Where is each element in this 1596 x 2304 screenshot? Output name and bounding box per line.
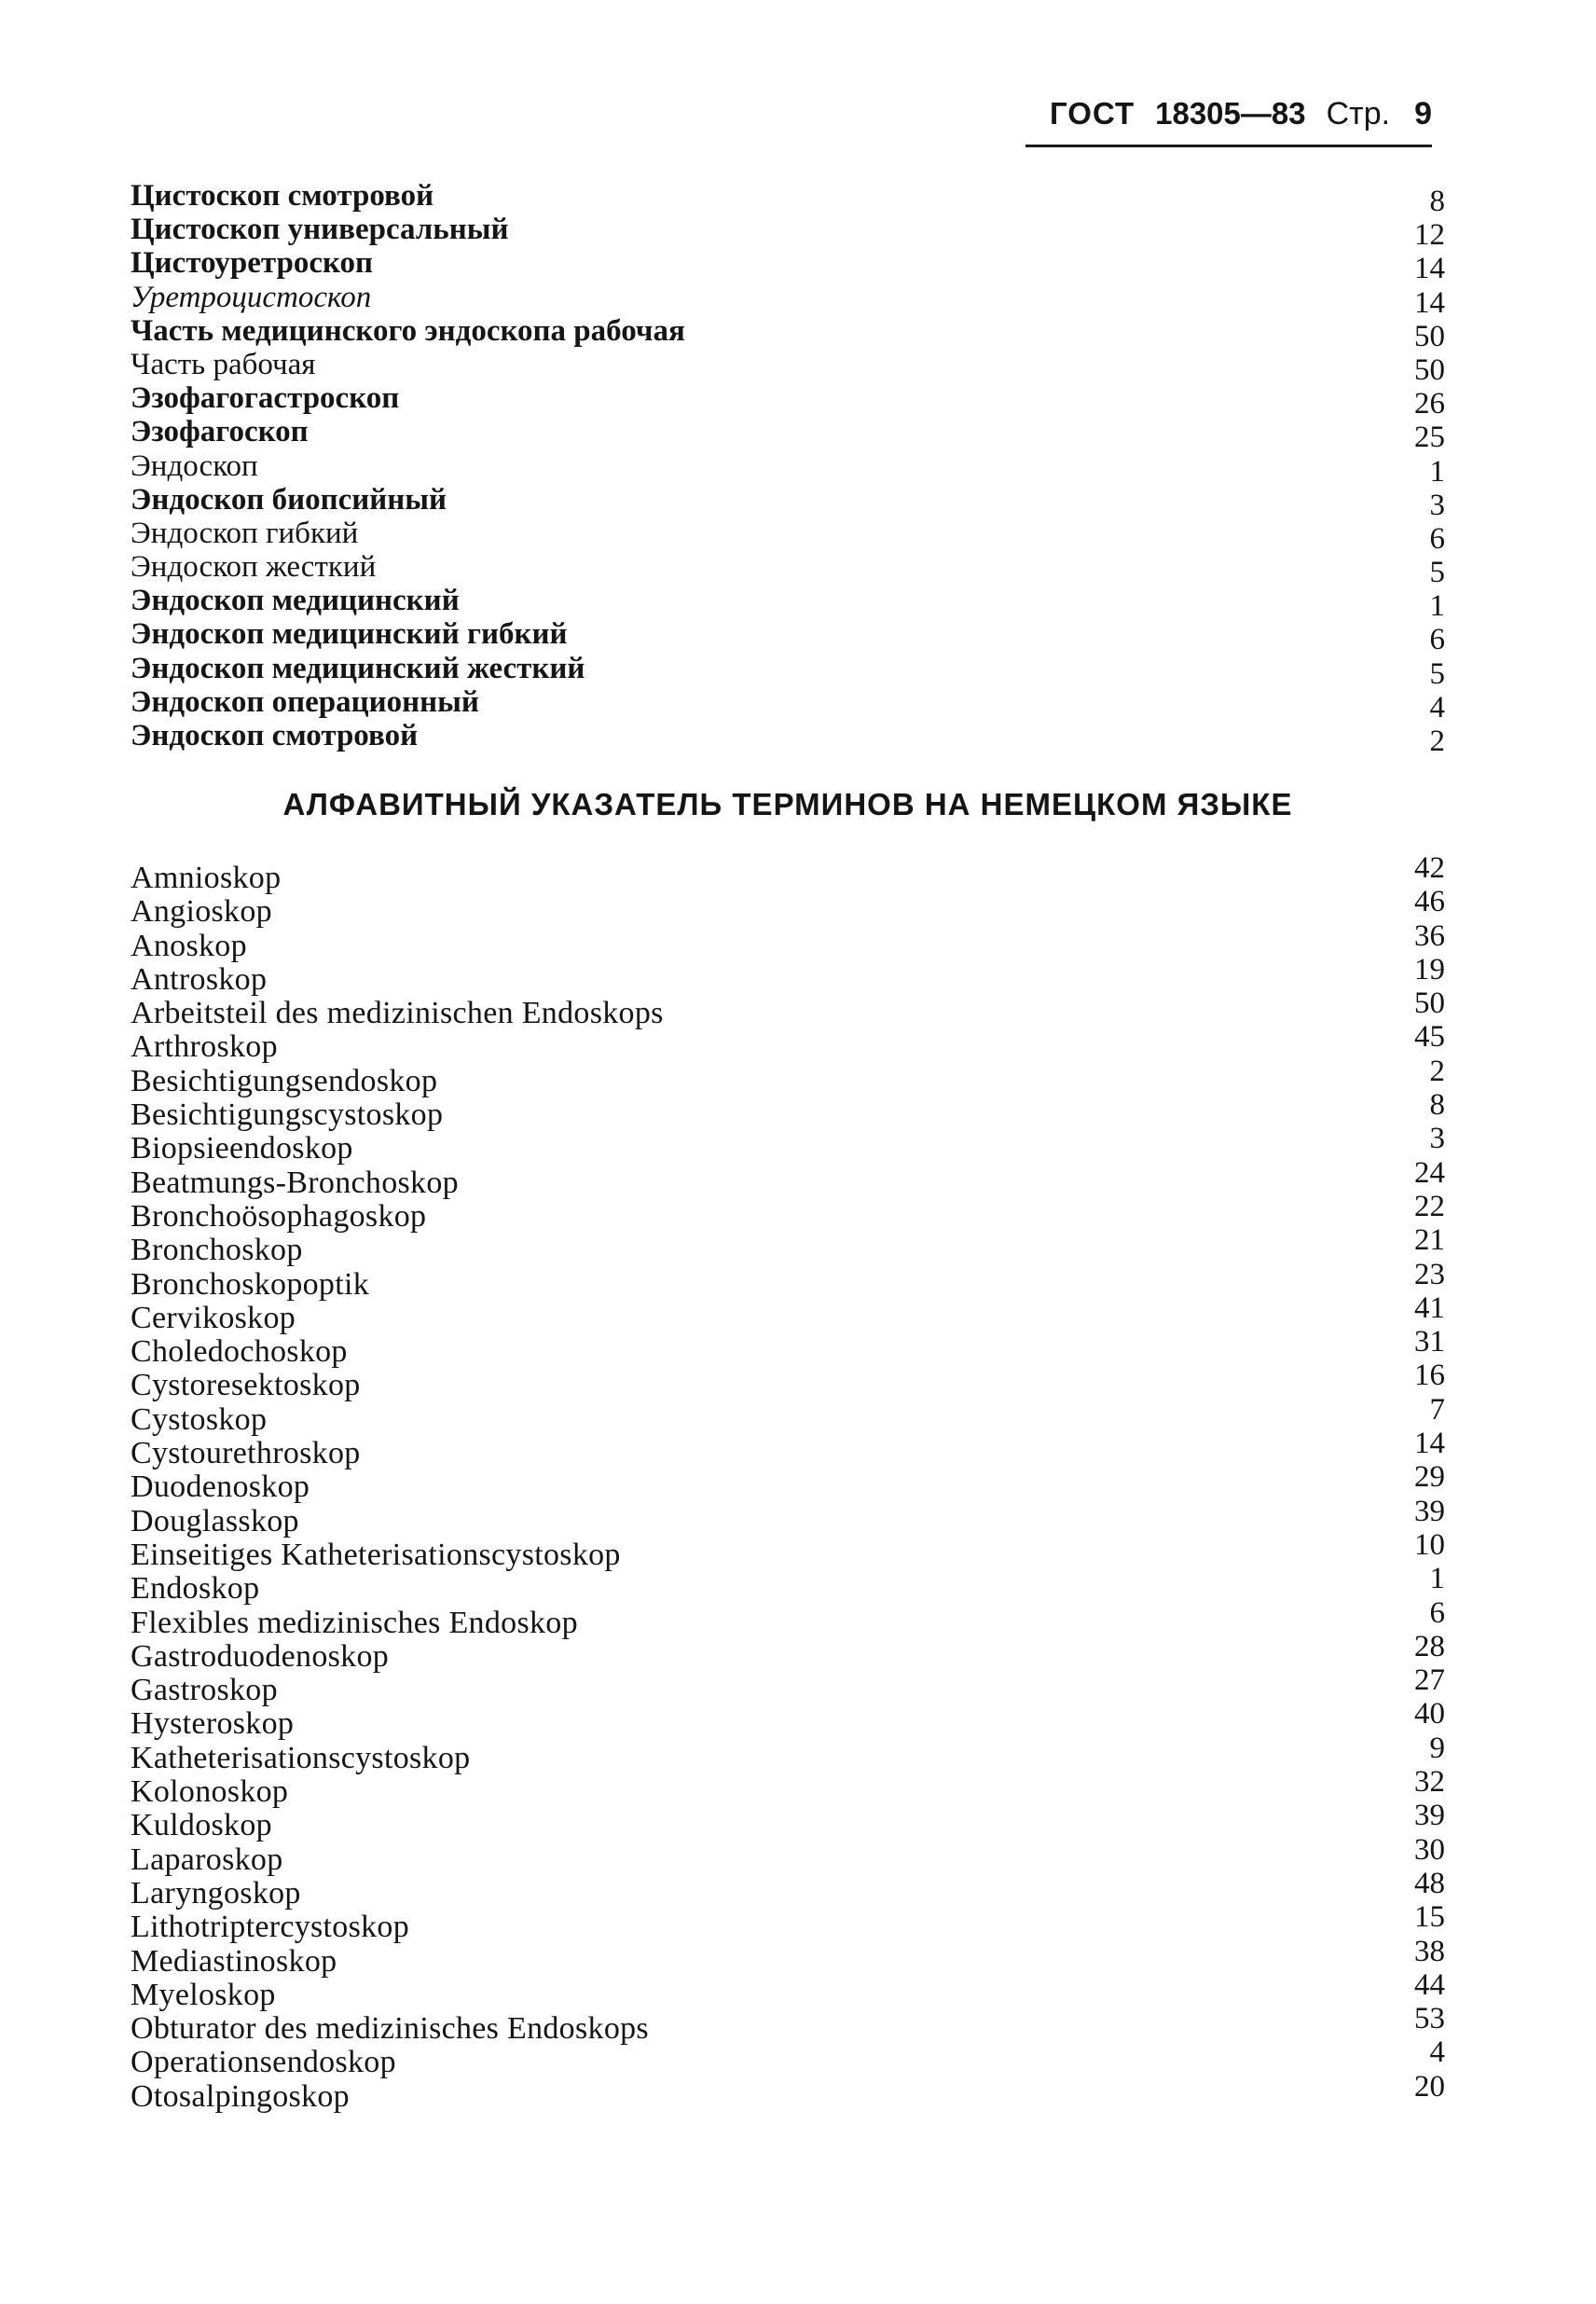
- index-entry: [131, 1392, 1445, 1437]
- index-term: Myeloskop: [131, 1977, 276, 2012]
- index-term-number: 31: [1414, 1325, 1445, 1359]
- index-term: Otosalpingoskop: [131, 2078, 350, 2114]
- index-term: Amnioskop: [131, 861, 282, 895]
- index-entry: [131, 1460, 1445, 1505]
- index-entry: [131, 1967, 1445, 2012]
- index-entry: [131, 1325, 1445, 1370]
- index-term-number: 1: [1429, 1562, 1445, 1596]
- index-entry: [131, 1359, 1445, 1403]
- index-entry: [131, 684, 1445, 724]
- index-term: Цистоуретроскоп: [131, 246, 374, 281]
- index-entry: [131, 1663, 1445, 1708]
- index-entry: [131, 1223, 1445, 1268]
- index-entry: [131, 1290, 1445, 1335]
- index-term: Lithotriptercystoskop: [131, 1910, 410, 1945]
- index-term: Часть рабочая: [131, 347, 316, 381]
- index-term: Besichtigungscystoskop: [131, 1097, 444, 1133]
- index-term: Katheterisationscystoskop: [131, 1740, 471, 1775]
- index-term-number: 45: [1414, 1020, 1445, 1055]
- index-term-number: 39: [1414, 1494, 1445, 1528]
- index-term: Choledochoskop: [131, 1334, 348, 1370]
- index-entry: [131, 1427, 1445, 1471]
- index-entry: [131, 851, 1445, 895]
- index-term: Cystoresektoskop: [131, 1368, 361, 1403]
- index-entry: [131, 1088, 1445, 1133]
- index-entry: [131, 952, 1445, 997]
- index-term: Cystourethroskop: [131, 1436, 361, 1471]
- index-term-number: 20: [1414, 2069, 1445, 2104]
- index-term: Laryngoskop: [131, 1875, 301, 1911]
- index-entry: [131, 1257, 1445, 1302]
- index-term: Cervikoskop: [131, 1300, 296, 1335]
- index-entry: [131, 550, 1445, 590]
- index-term-number: 23: [1414, 1257, 1445, 1291]
- index-term-number: 41: [1414, 1290, 1445, 1325]
- index-entry: [131, 1832, 1445, 1877]
- index-term-number: 24: [1414, 1155, 1445, 1190]
- index-term-number: 10: [1414, 1527, 1445, 1562]
- index-term-number: 42: [1414, 851, 1445, 885]
- index-term: Эндоскоп медицинский: [131, 584, 460, 618]
- index-term-number: 5: [1429, 656, 1445, 691]
- index-term-number: 3: [1429, 1122, 1445, 1156]
- index-term: Gastroskop: [131, 1673, 278, 1708]
- index-term-number: 14: [1414, 285, 1445, 320]
- index-term: Эндоскоп биопсийный: [131, 482, 447, 517]
- index-term: Hysteroskop: [131, 1706, 295, 1742]
- index-term-number: 6: [1429, 1595, 1445, 1630]
- index-term: Douglasskop: [131, 1503, 299, 1538]
- index-entry: [131, 1629, 1445, 1674]
- index-term-number: 3: [1429, 488, 1445, 522]
- index-term-number: 48: [1414, 1866, 1445, 1900]
- index-term-number: 8: [1429, 185, 1445, 218]
- page-label: Стр.: [1326, 96, 1391, 131]
- index-term-number: 39: [1414, 1799, 1445, 1833]
- index-entry: [131, 280, 1445, 320]
- index-term: Einseitiges Katheterisationscystoskop: [131, 1537, 621, 1572]
- index-entry: [131, 482, 1445, 522]
- index-entry: [131, 1799, 1445, 1843]
- index-term: Duodenoskop: [131, 1469, 310, 1505]
- index-term: Flexibles medizinisches Endoskop: [131, 1605, 578, 1640]
- index-term: Эзофагогастроскоп: [131, 381, 400, 416]
- index-term-number: 30: [1414, 1832, 1445, 1867]
- index-entry: [131, 347, 1445, 387]
- index-term-number: 16: [1414, 1359, 1445, 1393]
- index-term-number: 50: [1414, 352, 1445, 387]
- index-entry: [131, 1697, 1445, 1742]
- index-term: Цистоскоп смотровой: [131, 179, 434, 213]
- index-term-number: 9: [1429, 1731, 1445, 1765]
- index-entry: [131, 179, 1445, 218]
- index-entry: [131, 1866, 1445, 1911]
- index-term-number: 1: [1429, 589, 1445, 624]
- index-term: Anoskop: [131, 928, 247, 963]
- index-term-number: 19: [1414, 952, 1445, 986]
- index-term: Уретроцистоскоп: [131, 280, 372, 314]
- index-entry: [131, 246, 1445, 286]
- index-entry: [131, 2069, 1445, 2114]
- index-entry: [131, 1595, 1445, 1640]
- index-term-number: 14: [1414, 252, 1445, 286]
- index-entry: [131, 1934, 1445, 1979]
- index-entry: [131, 1054, 1445, 1098]
- index-term: Beatmungs-Bronchoskop: [131, 1165, 459, 1200]
- index-term: Эндоскоп: [131, 448, 258, 483]
- index-entry: [131, 213, 1445, 253]
- index-term: Эзофагоскоп: [131, 415, 309, 449]
- index-term-number: 14: [1414, 1427, 1445, 1461]
- german-index-list: [131, 851, 1445, 2114]
- index-entry: [131, 885, 1445, 930]
- standard-label: ГОСТ: [1050, 96, 1135, 131]
- index-term: Цистоскоп универсальный: [131, 213, 509, 247]
- index-term-number: 26: [1414, 387, 1445, 421]
- index-entry: [131, 1122, 1445, 1166]
- index-entry: [131, 516, 1445, 556]
- index-term-number: 5: [1429, 556, 1445, 590]
- index-entry: [131, 1731, 1445, 1775]
- index-term-number: 36: [1414, 918, 1445, 953]
- index-term: Arbeitsteil des medizinischen Endoskops: [131, 996, 664, 1031]
- index-entry: [131, 1527, 1445, 1572]
- index-term-number: 27: [1414, 1663, 1445, 1698]
- index-entry: [131, 313, 1445, 353]
- index-term: Operationsendoskop: [131, 2045, 396, 2080]
- page-header: [1025, 93, 1432, 147]
- index-term-number: 25: [1414, 421, 1445, 455]
- index-term: Часть медицинского эндоскопа рабочая: [131, 313, 685, 348]
- index-term-number: 2: [1429, 1054, 1445, 1088]
- index-entry: [131, 1765, 1445, 1810]
- index-term: Эндоскоп медицинский жесткий: [131, 651, 585, 685]
- index-term-number: 50: [1414, 319, 1445, 353]
- index-term-number: 44: [1414, 1967, 1445, 2002]
- index-entry: [131, 415, 1445, 455]
- index-term: Biopsieendoskop: [131, 1131, 353, 1166]
- russian-index-list: [131, 179, 1445, 758]
- index-term-number: 2: [1429, 724, 1445, 758]
- index-term-number: 1: [1429, 454, 1445, 489]
- german-index-heading: АЛФАВИТНЫЙ УКАЗАТЕЛЬ ТЕРМИНОВ НА НЕМЕЦКОМ ЯЗЫКЕ: [282, 787, 1293, 821]
- index-term: Эндоскоп смотровой: [131, 719, 419, 752]
- index-entry: [131, 986, 1445, 1031]
- index-term: Bronchoskopoptik: [131, 1266, 370, 1302]
- index-term: Cystoskop: [131, 1401, 268, 1437]
- index-term-number: 28: [1414, 1629, 1445, 1663]
- index-term-number: 40: [1414, 1697, 1445, 1731]
- index-entry: [131, 584, 1445, 624]
- index-entry: [131, 381, 1445, 421]
- page-number: 9: [1414, 96, 1432, 131]
- index-term: Arthroskop: [131, 1029, 278, 1065]
- index-entry: [131, 918, 1445, 963]
- index-term: Obturator des medizinisches Endoskops: [131, 2011, 649, 2047]
- index-term: Эндоскоп операционный: [131, 684, 479, 719]
- index-term: Kuldoskop: [131, 1808, 272, 1843]
- index-entry: [131, 617, 1445, 657]
- index-entry: [131, 1562, 1445, 1607]
- index-entry: [131, 719, 1445, 758]
- index-term-number: 46: [1414, 885, 1445, 919]
- index-term-number: 6: [1429, 623, 1445, 657]
- index-term-number: 6: [1429, 521, 1445, 556]
- index-term-number: 12: [1414, 218, 1445, 253]
- index-term-number: 7: [1429, 1392, 1445, 1427]
- index-term: Эндоскоп медицинский гибкий: [131, 617, 568, 652]
- index-entry: [131, 1020, 1445, 1065]
- index-term: Mediastinoskop: [131, 1943, 337, 1979]
- index-term-number: 50: [1414, 986, 1445, 1021]
- index-term: Bronchoösophagoskop: [131, 1198, 427, 1234]
- index-term-number: 29: [1414, 1460, 1445, 1495]
- index-term: Bronchoskop: [131, 1233, 303, 1268]
- index-term-number: 15: [1414, 1900, 1445, 1935]
- index-term: Kolonoskop: [131, 1774, 289, 1810]
- index-entry: [131, 1155, 1445, 1200]
- index-term-number: 4: [1429, 2035, 1445, 2070]
- index-term-number: 21: [1414, 1223, 1445, 1258]
- index-entry: [131, 448, 1445, 489]
- index-term: Эндоскоп гибкий: [131, 516, 359, 550]
- index-entry: [131, 651, 1445, 691]
- index-entry: [131, 2002, 1445, 2047]
- index-term-number: 4: [1429, 690, 1445, 724]
- index-term: Gastroduodenoskop: [131, 1638, 390, 1674]
- index-term: Besichtigungsendoskop: [131, 1063, 438, 1098]
- index-term: Antroskop: [131, 961, 268, 997]
- index-term-number: 32: [1414, 1765, 1445, 1800]
- index-term: Endoskop: [131, 1571, 260, 1607]
- index-term-number: 8: [1429, 1088, 1445, 1123]
- index-entry: [131, 1494, 1445, 1538]
- index-term-number: 53: [1414, 2002, 1445, 2036]
- index-entry: [131, 2035, 1445, 2080]
- standard-number: 18305—83: [1155, 96, 1306, 131]
- index-term-number: 38: [1414, 1934, 1445, 1968]
- index-entry: [131, 1189, 1445, 1234]
- index-term: Angioskop: [131, 894, 272, 930]
- index-term: Эндоскоп жесткий: [131, 550, 377, 585]
- index-term-number: 22: [1414, 1189, 1445, 1223]
- index-term: Laparoskop: [131, 1842, 283, 1877]
- index-entry: [131, 1900, 1445, 1945]
